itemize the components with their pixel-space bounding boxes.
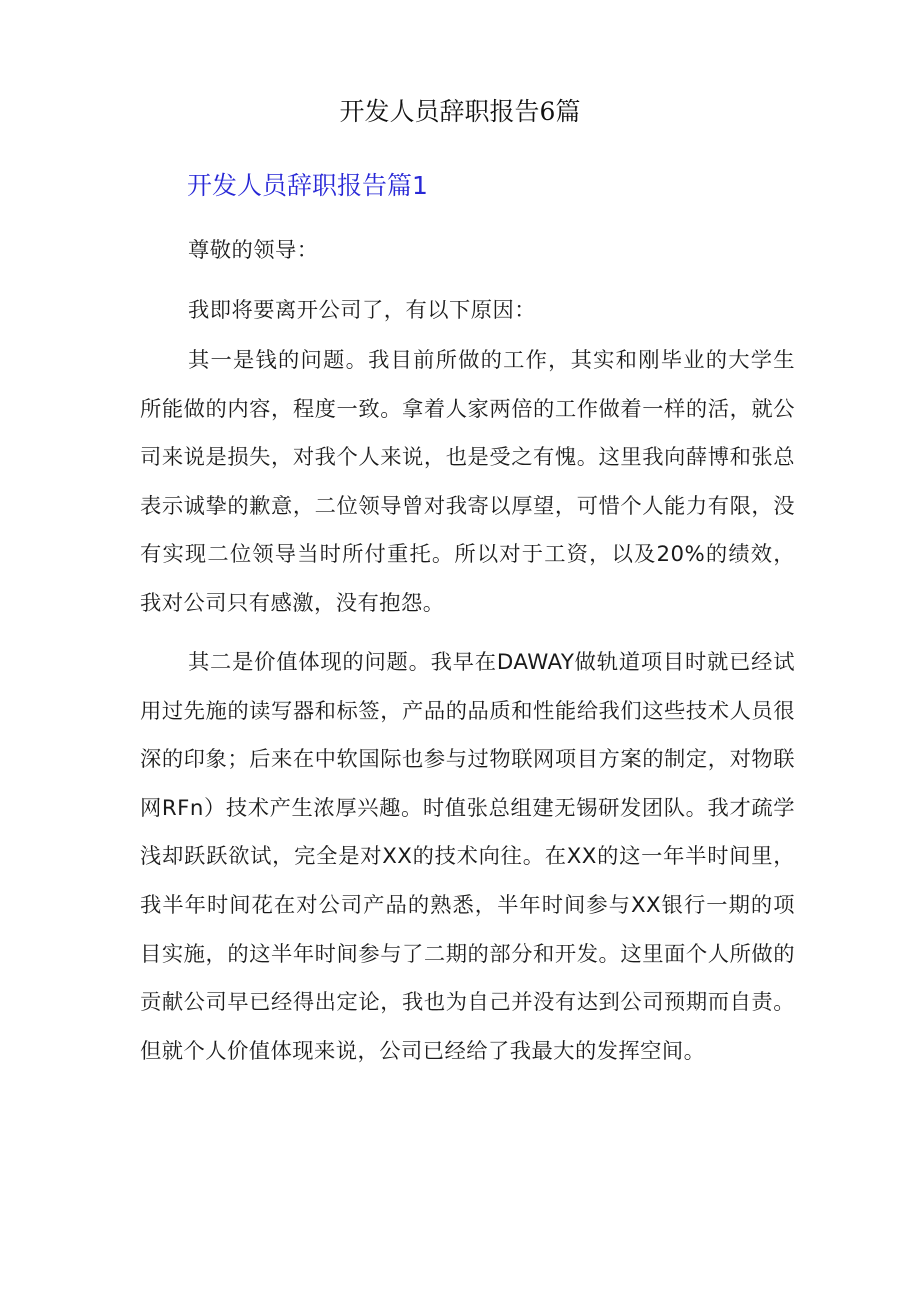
document-title: 开发人员辞职报告6篇 xyxy=(339,97,581,126)
section-heading: 开发人员辞职报告篇1 xyxy=(187,171,428,200)
paragraph-money-reason: 其一是钱的问题。我目前所做的工作，其实和刚毕业的大学生所能做的内容，程度一致。拿着人家两倍的工作做着一样的活，就公司来说是损失，对我个人来说，也是受之有愧。这里我向薛博和张总表示诚挚的歉意，二位领导曾对我寄以厚望，可惜个人能力有限，没有实现二位领导当时所付重托。所以对于工资，以及20%的绩效，我对公司只有感激，没有抱怨。 xyxy=(140,348,795,616)
greeting: 尊敬的领导： xyxy=(188,238,319,263)
paragraph-intro: 我即将要离开公司了，有以下原因： xyxy=(188,298,536,323)
paragraph-value-reason: 其二是价值体现的问题。我早在DAWAY做轨道项目时就已经试用过先施的读写器和标签，产品的品质和性能给我们这些技术人员很深的印象；后来在中软国际也参与过物联网项目方案的制定，对物联网RFn）技术产生浓厚兴趣。时值张总组建无锡研发团队。我才疏学浅却跃跃欲试，完全是对XX的技术向往。在XX的这一年半时间里，我半年时间花在对公司产品的熟悉，半年时间参与XX银行一期的项目实施，的这半年时间参与了二期的部分和开发。这里面个人所做的贡献公司早已经得出定论，我也为自己并没有达到公司预期而自责。但就个人价值体现来说，公司已经给了我最大的发挥空间。 xyxy=(140,650,795,1064)
